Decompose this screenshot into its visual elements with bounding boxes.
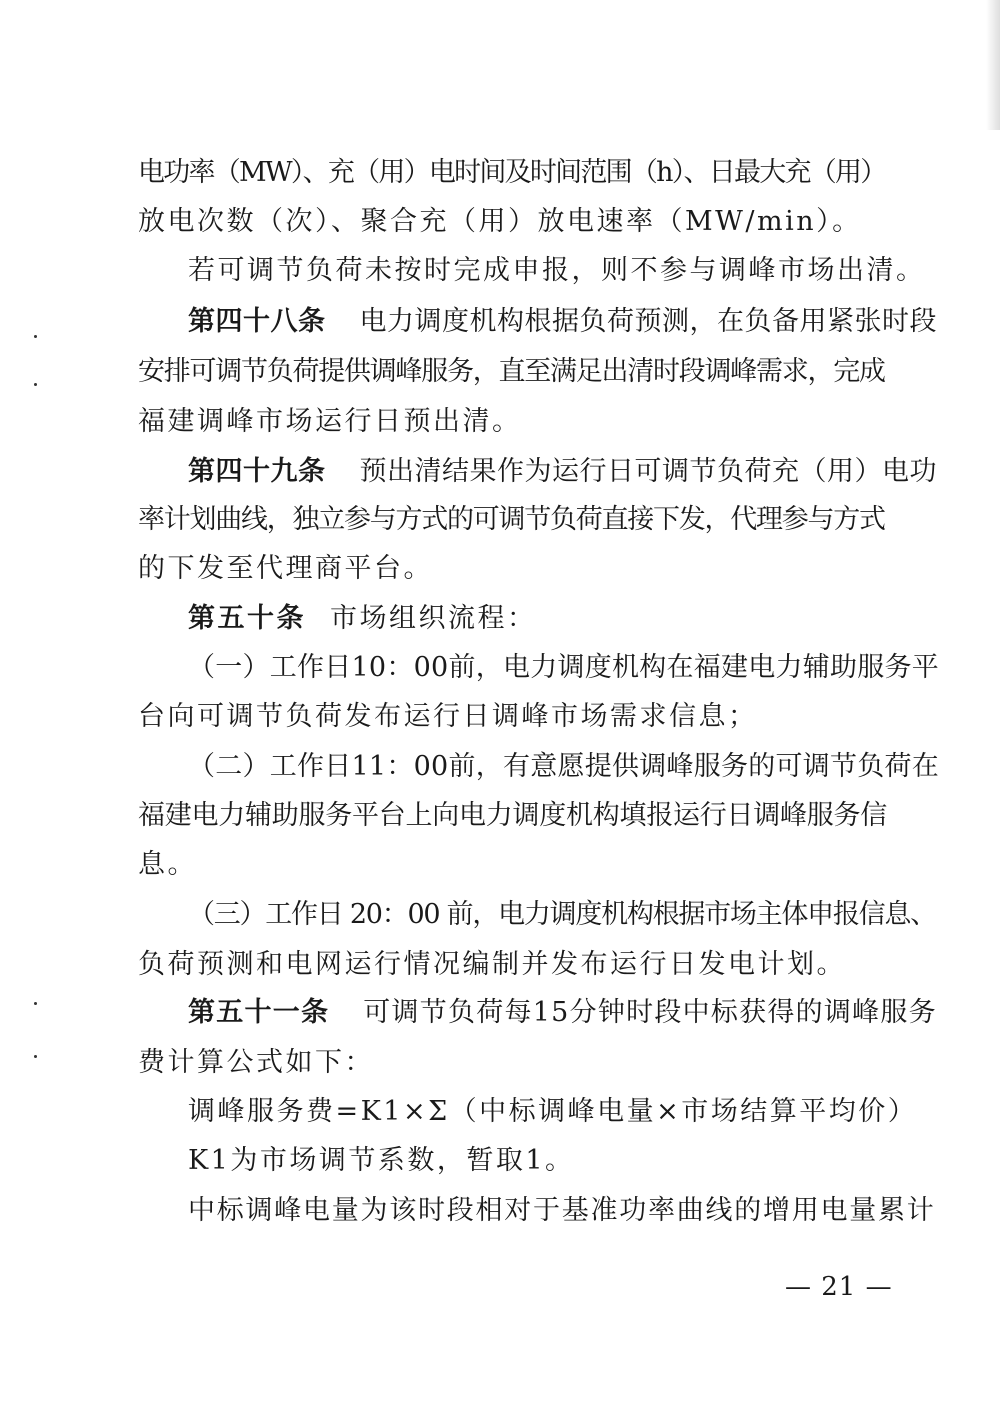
article-number: 第五十条 (188, 603, 306, 634)
article-51-heading-line: 第五十一条 可调节负荷每15分钟时段中标获得的调峰服务 (188, 997, 937, 1028)
margin-mark (34, 383, 37, 386)
body-text-line: K1为市场调节系数，暂取1。 (188, 1145, 575, 1176)
body-text-line: 放电次数（次）、聚合充（用）放电速率（MW/min）。 (138, 206, 862, 237)
article-number: 第四十九条 (188, 456, 326, 487)
body-text-line: 台向可调节负荷发布运行日调峰市场需求信息； (138, 701, 758, 732)
article-number: 第五十一条 (188, 997, 330, 1028)
body-text-line: 的下发至代理商平台。 (138, 553, 433, 584)
body-text-line: 率计划曲线，独立参与方式的可调节负荷直接下发，代理参与方式 (138, 504, 885, 535)
body-text-line: 福建调峰市场运行日预出清。 (138, 406, 522, 437)
list-item-line: （一）工作日10：00前，电力调度机构在福建电力辅助服务平 (188, 652, 939, 683)
margin-mark (34, 1002, 37, 1005)
paragraph-first-line: 若可调节负荷未按时完成申报，则不参与调峰市场出清。 (188, 255, 926, 286)
article-49-heading-line: 第四十九条 预出清结果作为运行日可调节负荷充（用）电功 (188, 456, 937, 487)
body-text-line: 安排可调节负荷提供调峰服务，直至满足出清时段调峰需求，完成 (138, 356, 885, 387)
scan-edge-shadow (986, 0, 1000, 130)
article-50-heading-line: 第五十条 市场组织流程： (188, 603, 537, 634)
body-text-line: 息。 (138, 849, 197, 880)
body-text-line: 福建电力辅助服务平台上向电力调度机构填报运行日调峰服务信 (138, 800, 887, 831)
article-number: 第四十八条 (188, 306, 326, 337)
formula-line: 调峰服务费=K1×Σ（中标调峰电量×市场结算平均价） (188, 1096, 918, 1127)
body-text-line: 电功率（MW）、充（用）电时间及时间范围（h）、日最大充（用） (138, 157, 886, 188)
list-item-line: （二）工作日11：00前，有意愿提供调峰服务的可调节负荷在 (188, 751, 939, 782)
list-item-line: （三）工作日 20：00 前，电力调度机构根据市场主体申报信息、 (188, 899, 936, 930)
margin-mark (34, 1055, 37, 1058)
page-number: — 21 — (785, 1272, 893, 1302)
body-text-line: 费计算公式如下： (138, 1047, 374, 1078)
margin-mark (34, 335, 37, 338)
body-text-line: 中标调峰电量为该时段相对于基准功率曲线的增用电量累计 (188, 1195, 936, 1226)
body-text-line: 负荷预测和电网运行情况编制并发布运行日发电计划。 (138, 949, 846, 980)
article-48-heading-line: 第四十八条 电力调度机构根据负荷预测，在负备用紧张时段 (188, 306, 937, 337)
